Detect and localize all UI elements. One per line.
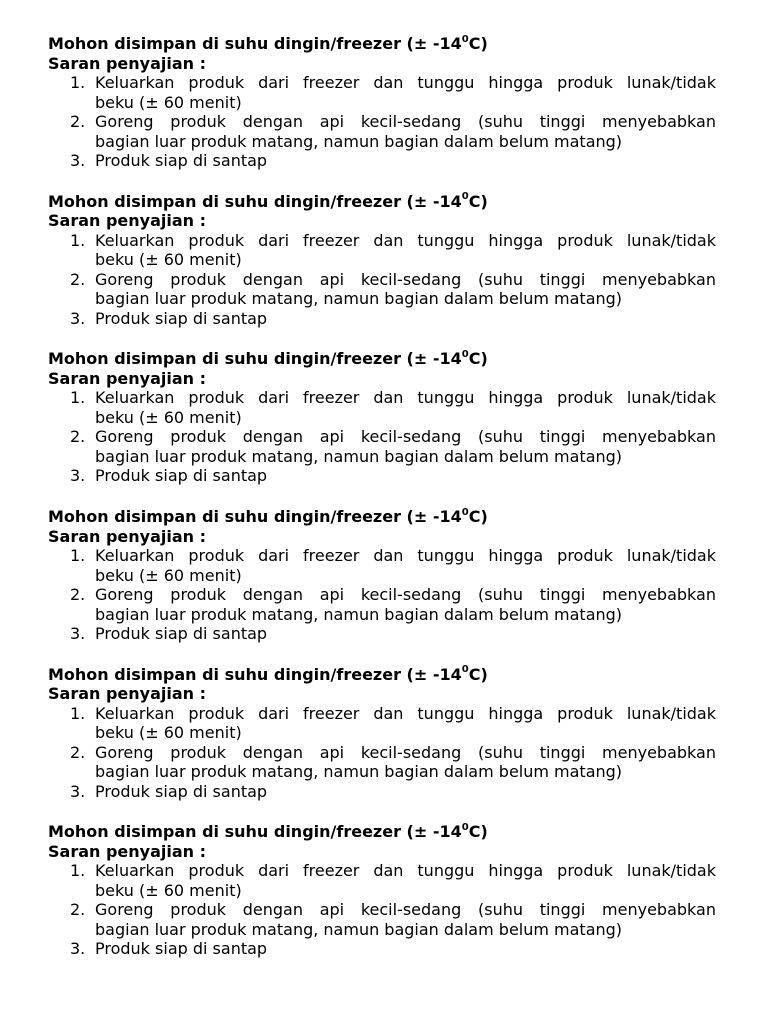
word: Keluarkan [95,546,175,565]
word: (suhu [477,742,523,762]
word: kecil-sedang [360,269,462,289]
word: (suhu [477,900,523,919]
word: dan [373,73,404,92]
step-item [0,624,768,644]
degree-superscript: 0 [461,348,469,360]
step-text-line: Produk siap di santap [95,308,268,328]
step-item [0,900,768,939]
word: produk [188,230,245,250]
word: Goreng [95,269,154,289]
serving-steps-list [0,861,768,959]
word: tunggu [417,703,475,723]
serving-steps-list [0,73,768,171]
word: freezer [303,861,360,880]
word: Keluarkan [95,861,175,880]
word: produk [188,388,245,407]
word: Keluarkan [95,388,175,407]
step-item [0,939,768,959]
word: Goreng [95,427,154,446]
word: hingga [488,861,544,880]
word: produk [188,546,245,565]
word: lunak/tidak [626,230,716,250]
step-item [0,743,768,782]
label-block [0,507,768,647]
word: hingga [488,546,544,565]
word: kecil-sedang [360,585,462,604]
word: dari [258,73,290,92]
word: freezer [303,73,360,92]
step-number: 1. [70,546,86,565]
step-item [0,309,768,329]
word: freezer [303,230,360,250]
word: produk [170,269,227,289]
word: hingga [488,703,544,723]
word: api [319,269,345,289]
word: dengan [242,742,303,762]
storage-title: Mohon disimpan di suhu dingin/freezer (± $-14^0C$) [48,821,488,841]
word: Keluarkan [95,230,175,250]
step-text-line: bagian luar produk matang, namun bagian dalam belum matang) [95,762,623,781]
word: tinggi [539,585,586,604]
step-text-line: Produk siap di santap [95,939,268,958]
word: api [319,427,345,446]
serving-heading: Saran penyajian : [48,841,207,861]
word: dari [258,861,290,880]
word: produk [557,703,613,723]
word: menyebabkan [602,585,716,604]
step-item [0,704,768,743]
step-text-line: beku (± 60 menit) [95,880,242,900]
word: Goreng [95,585,154,604]
word: dari [258,388,290,407]
word: tunggu [417,230,475,250]
word: (suhu [477,585,523,604]
label-block [0,192,768,332]
word: hingga [488,388,544,407]
word: dengan [242,112,303,131]
word: produk [188,861,245,880]
word: dengan [242,900,303,919]
word: dan [373,546,404,565]
step-number: 2. [70,900,86,919]
word: tunggu [417,388,475,407]
word: hingga [488,230,544,250]
step-number: 1. [70,230,86,250]
word: api [319,112,345,131]
step-text-line [95,73,716,93]
step-item [0,151,768,171]
step-text-line: Produk siap di santap [95,151,268,170]
step-item [0,861,768,900]
degree-superscript: 0 [461,191,469,203]
word: tinggi [539,742,586,762]
step-text-line [95,585,716,605]
step-number: 3. [70,151,86,170]
word: tinggi [539,900,586,919]
step-item [0,585,768,624]
word: menyebabkan [602,742,716,762]
word: tinggi [539,269,586,289]
word: dari [258,546,290,565]
step-number: 3. [70,308,86,328]
word: (suhu [477,427,523,446]
word: freezer [303,703,360,723]
step-item [0,546,768,585]
serving-heading: Saran penyajian : [48,53,207,73]
word: Goreng [95,900,154,919]
step-text-line: Produk siap di santap [95,781,268,801]
word: kecil-sedang [360,742,462,762]
storage-title: Mohon disimpan di suhu dingin/freezer (± $-14^0C$) [48,664,488,684]
step-text-line [95,900,716,920]
serving-heading: Saran penyajian : [48,526,207,546]
word: Keluarkan [95,73,175,92]
word: produk [557,388,613,407]
word: produk [557,230,613,250]
step-text-line: bagian luar produk matang, namun bagian dalam belum matang) [95,919,623,939]
word: produk [188,703,245,723]
word: kecil-sedang [360,427,462,446]
word: menyebabkan [602,269,716,289]
step-text-line: beku (± 60 menit) [95,565,242,585]
step-text-line [95,861,716,881]
step-item [0,270,768,309]
step-number: 2. [70,112,86,131]
step-number: 1. [70,703,86,723]
step-text-line [95,270,716,290]
word: dan [373,230,404,250]
word: dari [258,230,290,250]
word: api [319,585,345,604]
word: menyebabkan [602,427,716,446]
storage-title: Mohon disimpan di suhu dingin/freezer (± $-14^0C$) [48,348,488,368]
word: Keluarkan [95,703,175,723]
word: hingga [488,73,544,92]
step-text-line: beku (± 60 menit) [95,250,242,269]
word: Goreng [95,742,154,762]
step-text-line: Produk siap di santap [95,466,268,485]
step-item [0,73,768,112]
word: (suhu [477,112,523,131]
degree-superscript: 0 [461,506,469,518]
word: dengan [242,585,303,604]
step-text-line: beku (± 60 menit) [95,723,242,742]
step-number: 3. [70,624,86,643]
word: dengan [242,269,303,289]
step-number: 1. [70,73,86,92]
serving-steps-list [0,231,768,329]
word: lunak/tidak [626,73,716,92]
word: produk [170,742,227,762]
step-text-line [95,112,716,132]
step-item [0,231,768,270]
step-item [0,782,768,802]
word: lunak/tidak [626,546,716,565]
step-number: 2. [70,269,86,289]
step-text-line [95,388,716,408]
word: freezer [303,388,360,407]
word: produk [170,900,227,919]
label-block [0,349,768,489]
storage-title: Mohon disimpan di suhu dingin/freezer (± $-14^0C$) [48,506,488,526]
storage-title: Mohon disimpan di suhu dingin/freezer (± $-14^0C$) [48,33,488,53]
word: kecil-sedang [360,112,462,131]
serving-steps-list [0,704,768,802]
word: produk [557,546,613,565]
step-text-line: bagian luar produk matang, namun bagian dalam belum matang) [95,604,623,624]
serving-steps-list [0,388,768,486]
word: tunggu [417,861,475,880]
serving-heading: Saran penyajian : [48,368,207,388]
word: dengan [242,427,303,446]
word: produk [557,73,613,92]
storage-title: Mohon disimpan di suhu dingin/freezer (± $-14^0C$) [48,191,488,211]
word: tinggi [539,112,586,131]
step-text-line: bagian luar produk matang, namun bagian dalam belum matang) [95,446,623,466]
step-number: 3. [70,781,86,801]
word: menyebabkan [602,112,716,131]
word: api [319,900,345,919]
step-number: 3. [70,939,86,958]
word: produk [170,585,227,604]
label-block [0,822,768,962]
step-text-line: beku (± 60 menit) [95,407,242,427]
label-block [0,34,768,174]
word: produk [170,427,227,446]
word: lunak/tidak [626,861,716,880]
step-item [0,466,768,486]
word: dan [373,861,404,880]
word: Goreng [95,112,154,131]
word: lunak/tidak [626,388,716,407]
step-number: 3. [70,466,86,485]
word: kecil-sedang [360,900,462,919]
step-text-line [95,546,716,566]
step-item [0,427,768,466]
word: dan [373,703,404,723]
step-text-line [95,743,716,763]
step-text-line: Produk siap di santap [95,624,268,643]
step-text-line [95,704,716,724]
step-item [0,112,768,151]
word: tunggu [417,546,475,565]
degree-superscript: 0 [461,664,469,676]
label-block [0,665,768,805]
serving-steps-list [0,546,768,644]
step-number: 2. [70,585,86,604]
step-text-line [95,427,716,447]
word: menyebabkan [602,900,716,919]
step-number: 2. [70,427,86,446]
word: produk [170,112,227,131]
step-number: 2. [70,742,86,762]
word: tinggi [539,427,586,446]
degree-superscript: 0 [461,821,469,833]
word: freezer [303,546,360,565]
step-text-line: beku (± 60 menit) [95,92,242,112]
word: api [319,742,345,762]
word: tunggu [417,73,475,92]
step-text-line [95,231,716,251]
word: produk [557,861,613,880]
serving-heading: Saran penyajian : [48,211,207,230]
step-item [0,388,768,427]
word: produk [188,73,245,92]
degree-superscript: 0 [461,33,469,45]
word: dan [373,388,404,407]
step-text-line: bagian luar produk matang, namun bagian dalam belum matang) [95,289,623,308]
step-number: 1. [70,861,86,880]
step-text-line: bagian luar produk matang, namun bagian dalam belum matang) [95,131,623,151]
serving-heading: Saran penyajian : [48,684,207,703]
word: (suhu [477,269,523,289]
step-number: 1. [70,388,86,407]
word: lunak/tidak [626,703,716,723]
word: dari [258,703,290,723]
